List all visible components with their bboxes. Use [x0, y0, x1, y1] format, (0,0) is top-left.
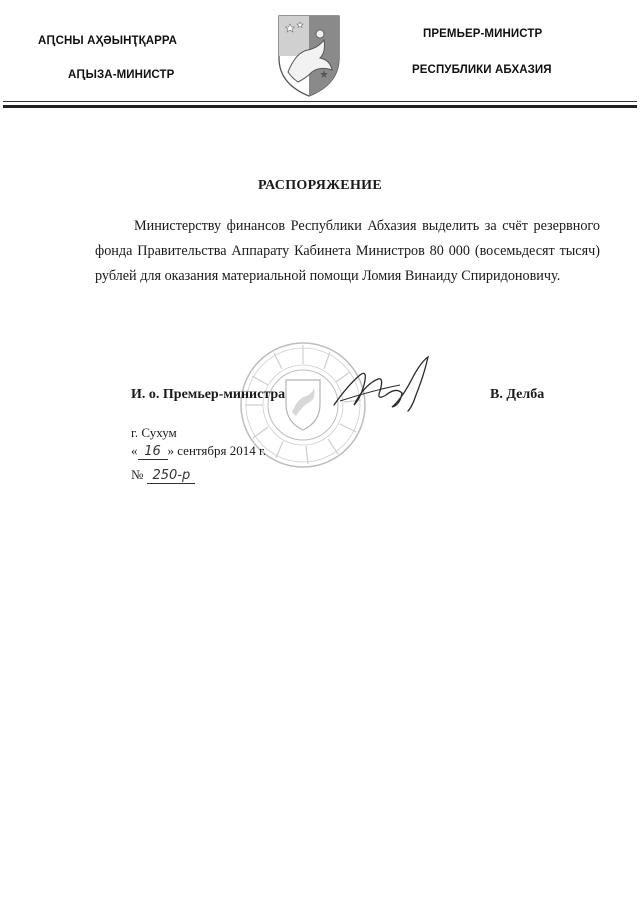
order-number-line	[131, 467, 195, 484]
header-right-line1: ПРЕМЬЕР-МИНИСТР	[423, 28, 543, 40]
signatory-position: И. о. Премьер-министра	[131, 387, 286, 402]
order-number-handwritten: 250-р	[147, 468, 195, 484]
header-left-line2: АԤЫЗА-МИНИСТР	[68, 69, 175, 81]
date-day-handwritten: 16	[138, 444, 168, 460]
issue-date	[131, 443, 266, 460]
header-left-line1: АԤСНЫ АҲӘЫНҬҚАРРА	[38, 35, 178, 47]
order-number-label: №	[131, 467, 144, 482]
handwritten-signature-icon	[330, 355, 440, 415]
signatory-name: В. Делба	[490, 387, 545, 402]
header-rule-thick	[3, 105, 637, 108]
date-open-quote: «	[131, 443, 138, 458]
date-month-year: » сентября 2014 г.	[167, 443, 267, 458]
document-title: РАСПОРЯЖЕНИЕ	[258, 178, 382, 193]
issue-city: г. Сухум	[131, 425, 177, 440]
abkhazia-coat-of-arms-icon	[276, 12, 342, 98]
header-right-line2: РЕСПУБЛИКИ АБХАЗИЯ	[412, 64, 552, 76]
header-rule-thin	[3, 101, 637, 102]
document-body: Министерству финансов Республики Абхазия выделить за счёт резервного фонда Правительства Аппарату Кабинета Министров 80 000 (восемьдесят тысяч) рублей для оказания материальной помощи Ломия Винаиду Спиридоновичу.	[95, 218, 600, 284]
